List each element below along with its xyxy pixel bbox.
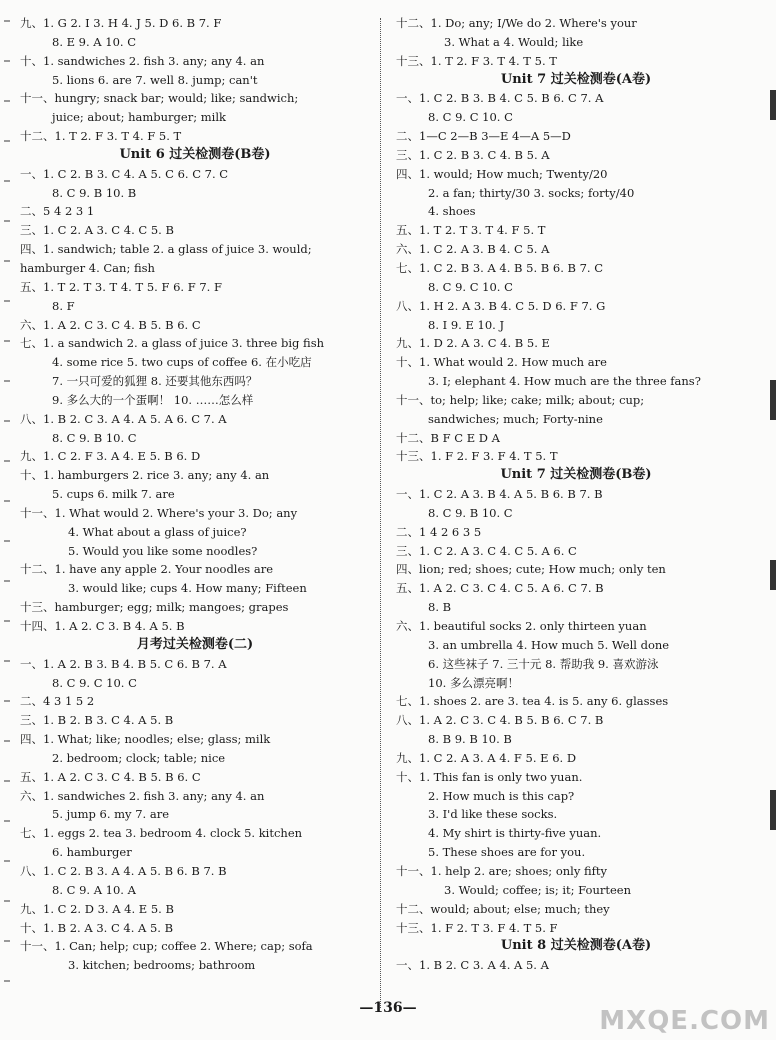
answer-line: 5. These shoes are for you. [428,845,586,860]
section-heading: Unit 8 过关检测卷(A卷) [500,938,652,954]
answer-line: 3. would like; cups 4. How many; Fifteen [68,581,307,596]
binding-hole [4,820,10,822]
binding-hole [4,20,10,22]
answer-line: 8. B [428,600,452,615]
answer-line: 10. 多么漂亮啊！ [428,675,519,690]
binding-hole [4,780,10,782]
answer-line: 十、1. B 2. A 3. C 4. A 5. B [20,920,174,935]
answer-line: 8. E 9. A 10. C [52,34,137,49]
answer-line: 十一、1. What would 2. Where's your 3. Do; any [20,505,298,520]
answer-line: 4. shoes [428,204,476,219]
answer-line: 十三、1. F 2. T 3. F 4. T 5. F [396,920,558,935]
answer-line: 十、1. This fan is only two yuan. [396,769,583,784]
answer-line: 四、1. sandwich; table 2. a glass of juice 3. would; [20,242,312,257]
answer-line: 十一、1. help 2. are; shoes; only fifty [396,863,608,878]
answer-line: 十、1. hamburgers 2. rice 3. any; any 4. an [20,468,270,483]
binding-hole [4,380,10,382]
binding-hole [4,100,10,102]
answer-line: 二、4 3 1 5 2 [20,694,95,709]
answer-line: hamburger 4. Can; fish [20,260,155,275]
answer-line: 8. C 9. B 10. B [52,185,137,200]
answer-line: 3. kitchen; bedrooms; bathroom [68,958,256,973]
answer-line: 七、1. eggs 2. tea 3. bedroom 4. clock 5. kitchen [20,826,303,841]
answer-line: 8. C 9. C 10. C [52,675,137,690]
binding-hole [4,220,10,222]
answer-line: 6. 这些袜子 7. 三十元 8. 帮助我 9. 喜欢游泳 [428,656,659,671]
answer-line: 六、1. beautiful socks 2. only thirteen yuan [396,619,647,633]
answer-line: 十一、1. Can; help; cup; coffee 2. Where; cap; sofa [20,939,313,954]
answer-line: 十、1. What would 2. How much are [396,355,607,370]
answer-line: 五、1. A 2. C 3. C 4. C 5. A 6. C 7. B [396,581,604,596]
edge-marks [766,0,776,1040]
watermark-logo: MXQE.COM [599,1006,770,1036]
answer-line: 十三、1. F 2. F 3. F 4. T 5. T [396,449,558,464]
answer-line: 一、1. C 2. B 3. B 4. C 5. B 6. C 7. A [396,91,604,106]
binding-hole [4,700,10,702]
answer-line: 一、1. B 2. C 3. A 4. A 5. A [396,958,549,973]
answer-line: 九、1. G 2. I 3. H 4. J 5. D 6. B 7. F [20,16,222,30]
answer-line: 3. What a 4. Would; like [444,34,584,49]
answer-line: 9. 多么大的一个蛋啊！ 10. ……怎么样 [52,392,254,407]
answer-line: 三、1. B 2. B 3. C 4. A 5. B [20,713,174,728]
answer-line: 九、1. C 2. D 3. A 4. E 5. B [20,901,174,916]
answer-line: 十二、1. Do; any; I/We do 2. Where's your [396,16,637,30]
binding-hole [4,420,10,422]
left-column [20,14,370,975]
answer-line: 8. I 9. E 10. J [428,317,505,332]
answer-line: 五、1. T 2. T 3. T 4. F 5. T [396,223,546,238]
answer-line: 一、1. C 2. A 3. B 4. A 5. B 6. B 7. B [396,487,603,502]
answer-line: 2. How much is this cap? [428,788,575,803]
answer-line: 十二、1. have any apple 2. Your noodles are [20,562,273,577]
binding-hole [4,900,10,902]
section-heading: Unit 6 过关检测卷(B卷) [119,146,271,162]
answer-line: 8. F [52,298,75,313]
answer-line: 十二、would; about; else; much; they [396,901,610,916]
answer-line: 8. C 9. C 10. C [428,110,513,125]
answer-line: 十一、to; help; like; cake; milk; about; cup; [396,392,645,407]
answer-line: 四、lion; red; shoes; cute; How much; only ten [396,562,666,577]
answer-line: 六、1. A 2. C 3. C 4. B 5. B 6. C [20,317,201,332]
answer-line: 七、1. shoes 2. are 3. tea 4. is 5. any 6. glasses [396,694,669,709]
edge-mark [770,380,776,420]
answer-line: 二、1—C 2—B 3—E 4—A 5—D [396,129,571,144]
answer-line: juice; about; hamburger; milk [52,110,226,125]
answer-line: 5. cups 6. milk 7. are [52,487,175,502]
section-heading: 月考过关检测卷(二) [136,636,254,652]
answer-line: 九、1. C 2. F 3. A 4. E 5. B 6. D [20,449,201,464]
answer-line: 十三、1. T 2. F 3. T 4. T 5. T [396,53,557,68]
binding-hole [4,740,10,742]
answer-line: 八、1. C 2. B 3. A 4. A 5. B 6. B 7. B [20,863,227,878]
answer-line: sandwiches; much; Forty-nine [428,411,603,426]
answer-line: 十二、B F C E D A [396,430,500,445]
answer-line: 八、1. H 2. A 3. B 4. C 5. D 6. F 7. G [396,298,606,313]
right-column [396,14,756,975]
answer-line: 2. a fan; thirty/30 3. socks; forty/40 [428,185,635,200]
binding-hole [4,180,10,182]
answer-line: 8. C 9. A 10. A [52,882,136,897]
binding-hole [4,460,10,462]
page-number: —136— [359,1000,417,1016]
edge-mark [770,560,776,590]
answer-line: 五、1. T 2. T 3. T 4. T 5. F 6. F 7. F [20,279,222,294]
answer-line: 3. an umbrella 4. How much 5. Well done [428,637,670,652]
binding-hole [4,540,10,542]
edge-mark [770,790,776,830]
binding-hole [4,500,10,502]
answer-line: 十、1. sandwiches 2. fish 3. any; any 4. an [20,53,265,68]
answer-line: 8. C 9. C 10. C [428,279,513,294]
binding-hole [4,860,10,862]
binding-hole [4,580,10,582]
answer-line: 三、1. C 2. A 3. C 4. C 5. A 6. C [396,543,577,558]
binding-hole [4,940,10,942]
answer-line: 一、1. C 2. B 3. C 4. A 5. C 6. C 7. C [20,166,229,181]
answer-line: 七、1. a sandwich 2. a glass of juice 3. three big fish [20,336,325,351]
section-heading: Unit 7 过关检测卷(A卷) [500,71,652,87]
answer-line: 5. jump 6. my 7. are [52,807,169,822]
answer-line: 八、1. A 2. C 3. C 4. B 5. B 6. C 7. B [396,713,604,728]
answer-line: 7. 一只可爱的狐狸 8. 还要其他东西吗？ [52,374,258,389]
answer-line: 8. C 9. B 10. C [428,505,513,520]
answer-line: 5. Would you like some noodles? [68,543,258,558]
answer-line: 4. some rice 5. two cups of coffee 6. 在小吃店 [52,355,312,370]
binding-hole [4,300,10,302]
answer-line: 三、1. C 2. A 3. C 4. C 5. B [20,223,174,238]
binding-hole [4,660,10,662]
answer-line: 3. Would; coffee; is; it; Fourteen [444,882,631,897]
answer-line: 九、1. C 2. A 3. A 4. F 5. E 6. D [396,750,577,765]
answer-line: 6. hamburger [52,845,132,860]
answer-line: 8. B 9. B 10. B [428,732,512,747]
answer-line: 二、5 4 2 3 1 [20,204,95,219]
binding-hole [4,340,10,342]
answer-line: 九、1. D 2. A 3. C 4. B 5. E [396,336,550,351]
answer-line: 八、1. B 2. C 3. A 4. A 5. A 6. C 7. A [20,411,227,426]
answer-line: 三、1. C 2. B 3. C 4. B 5. A [396,147,550,162]
answer-line: 二、1 4 2 6 3 5 [396,524,482,539]
answer-line: 七、1. C 2. B 3. A 4. B 5. B 6. B 7. C [396,260,604,275]
binding-hole [4,140,10,142]
answer-line: 五、1. A 2. C 3. C 4. B 5. B 6. C [20,769,201,784]
answer-line: 十三、hamburger; egg; milk; mangoes; grapes [20,600,289,615]
answer-line: 四、1. What; like; noodles; else; glass; milk [20,732,271,747]
binding-marks [4,20,12,1020]
answer-line: 十二、1. T 2. F 3. T 4. F 5. T [20,129,182,144]
answer-line: 六、1. C 2. A 3. B 4. C 5. A [396,242,550,257]
answer-line: 2. bedroom; clock; table; nice [52,750,226,765]
edge-mark [770,90,776,120]
answer-line: 十四、1. A 2. C 3. B 4. A 5. B [20,619,185,633]
column-divider [380,18,381,1008]
binding-hole [4,620,10,622]
binding-hole [4,60,10,62]
answer-line: 六、1. sandwiches 2. fish 3. any; any 4. an [20,788,265,803]
binding-hole [4,980,10,982]
answer-line: 4. What about a glass of juice? [68,524,247,539]
answer-line: 一、1. A 2. B 3. B 4. B 5. C 6. B 7. A [20,656,227,671]
answer-line: 4. My shirt is thirty-five yuan. [428,826,602,841]
answer-line: 8. C 9. B 10. C [52,430,137,445]
section-heading: Unit 7 过关检测卷(B卷) [500,467,652,483]
answer-line: 四、1. would; How much; Twenty/20 [396,166,608,181]
answer-line: 5. lions 6. are 7. well 8. jump; can't [52,72,258,87]
answer-line: 3. I'd like these socks. [428,807,558,822]
binding-hole [4,260,10,262]
answer-line: 3. I; elephant 4. How much are the three fans? [428,374,701,389]
answer-line: 十一、hungry; snack bar; would; like; sandwich; [20,91,299,106]
